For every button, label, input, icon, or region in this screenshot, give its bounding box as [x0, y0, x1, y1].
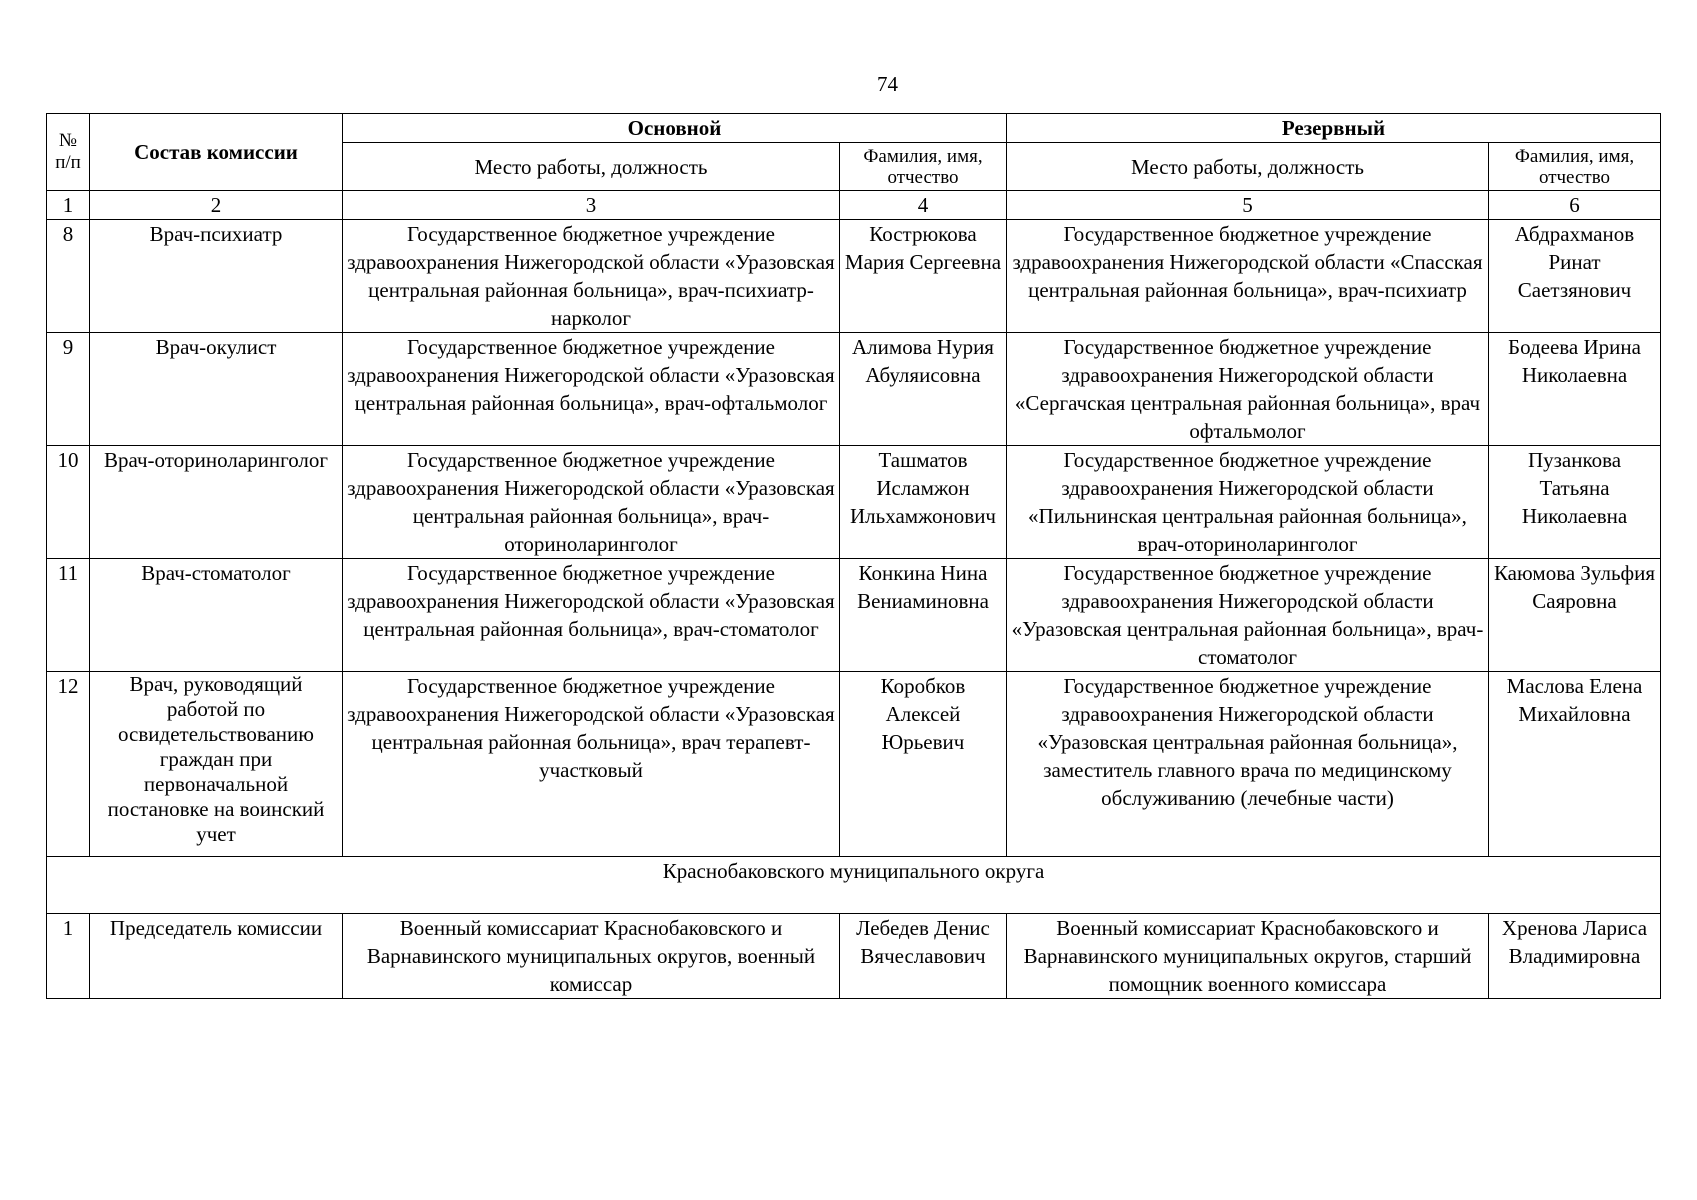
row-main-workplace: Государственное бюджетное учреждение здравоохранения Нижегородской области «Уразовская центральная районная больница», врач терапевт-участковый [343, 672, 840, 857]
row-main-workplace: Военный комиссариат Краснобаковского и Варнавинского муниципальных округов, военный комиссар [343, 914, 840, 999]
row-role: Врач-психиатр [90, 220, 343, 333]
section-header-row [47, 857, 1661, 914]
table-row [47, 914, 1661, 999]
row-reserve-workplace: Государственное бюджетное учреждение здравоохранения Нижегородской области «Пильнинская центральная районная больница», врач-оториноларинголог [1007, 446, 1489, 559]
row-reserve-fullname: Маслова Елена Михайловна [1489, 672, 1661, 857]
row-main-fullname: Ташматов Исламжон Ильхамжонович [840, 446, 1007, 559]
col-index-6: 6 [1489, 191, 1661, 220]
row-reserve-fullname: Хренова Лариса Владимировна [1489, 914, 1661, 999]
header-reserve-fullname: Фамилия, имя, отчество [1489, 143, 1661, 191]
row-main-workplace: Государственное бюджетное учреждение здравоохранения Нижегородской области «Уразовская центральная районная больница», врач-офтальмолог [343, 333, 840, 446]
row-number: 1 [47, 914, 90, 999]
row-reserve-workplace: Государственное бюджетное учреждение здравоохранения Нижегородской области «Спасская центральная районная больница», врач-психиатр [1007, 220, 1489, 333]
row-number: 12 [47, 672, 90, 857]
header-composition: Состав комиссии [90, 114, 343, 191]
table-row [47, 559, 1661, 672]
page-number: 74 [877, 72, 898, 96]
row-reserve-fullname: Пузанкова Татьяна Николаевна [1489, 446, 1661, 559]
row-number: 9 [47, 333, 90, 446]
header-main-fullname: Фамилия, имя, отчество [840, 143, 1007, 191]
header-row-index [47, 191, 1661, 220]
col-index-4: 4 [840, 191, 1007, 220]
section-title: Краснобаковского муниципального округа [47, 857, 1661, 914]
commission-table [46, 113, 1661, 999]
row-number: 10 [47, 446, 90, 559]
header-reserve-workplace: Место работы, должность [1007, 143, 1489, 191]
row-reserve-workplace: Военный комиссариат Краснобаковского и Варнавинского муниципальных округов, старший помощник военного комиссара [1007, 914, 1489, 999]
header-main-group: Основной [343, 114, 1007, 143]
row-main-fullname: Конкина Нина Вениаминовна [840, 559, 1007, 672]
row-main-fullname: Кострюкова Мария Сергеевна [840, 220, 1007, 333]
col-index-2: 2 [90, 191, 343, 220]
row-reserve-fullname: Абдрахманов Ринат Саетзянович [1489, 220, 1661, 333]
row-role: Врач-окулист [90, 333, 343, 446]
header-row-groups [47, 114, 1661, 143]
col-index-5: 5 [1007, 191, 1489, 220]
row-reserve-workplace: Государственное бюджетное учреждение здравоохранения Нижегородской области «Уразовская центральная районная больница», врач-стоматолог [1007, 559, 1489, 672]
row-main-workplace: Государственное бюджетное учреждение здравоохранения Нижегородской области «Уразовская центральная районная больница», врач-стоматолог [343, 559, 840, 672]
row-main-workplace: Государственное бюджетное учреждение здравоохранения Нижегородской области «Уразовская центральная районная больница», врач-психиатр-нарколог [343, 220, 840, 333]
row-reserve-workplace: Государственное бюджетное учреждение здравоохранения Нижегородской области «Сергачская центральная районная больница», врач офтальмолог [1007, 333, 1489, 446]
header-main-workplace: Место работы, должность [343, 143, 840, 191]
row-main-fullname: Коробков Алексей Юрьевич [840, 672, 1007, 857]
table-row [47, 220, 1661, 333]
header-no: № п/п [47, 114, 90, 191]
row-reserve-workplace: Государственное бюджетное учреждение здравоохранения Нижегородской области «Уразовская центральная районная больница», заместитель главного врача по медицинскому обслуживанию (лечебные части) [1007, 672, 1489, 857]
row-main-fullname: Лебедев Денис Вячеславович [840, 914, 1007, 999]
col-index-1: 1 [47, 191, 90, 220]
table-row [47, 333, 1661, 446]
row-reserve-fullname: Бодеева Ирина Николаевна [1489, 333, 1661, 446]
row-role: Председатель комиссии [90, 914, 343, 999]
header-reserve-group: Резервный [1007, 114, 1661, 143]
table-row [47, 672, 1661, 857]
row-role: Врач-оториноларинголог [90, 446, 343, 559]
row-reserve-fullname: Каюмова Зульфия Саяровна [1489, 559, 1661, 672]
row-role: Врач, руководящий работой по освидетельствованию граждан при первоначальной постановке на воинский учет [90, 672, 343, 857]
row-role: Врач-стоматолог [90, 559, 343, 672]
row-number: 11 [47, 559, 90, 672]
row-number: 8 [47, 220, 90, 333]
row-main-fullname: Алимова Нурия Абуляисовна [840, 333, 1007, 446]
col-index-3: 3 [343, 191, 840, 220]
row-main-workplace: Государственное бюджетное учреждение здравоохранения Нижегородской области «Уразовская центральная районная больница», врач-оториноларинголог [343, 446, 840, 559]
table-row [47, 446, 1661, 559]
